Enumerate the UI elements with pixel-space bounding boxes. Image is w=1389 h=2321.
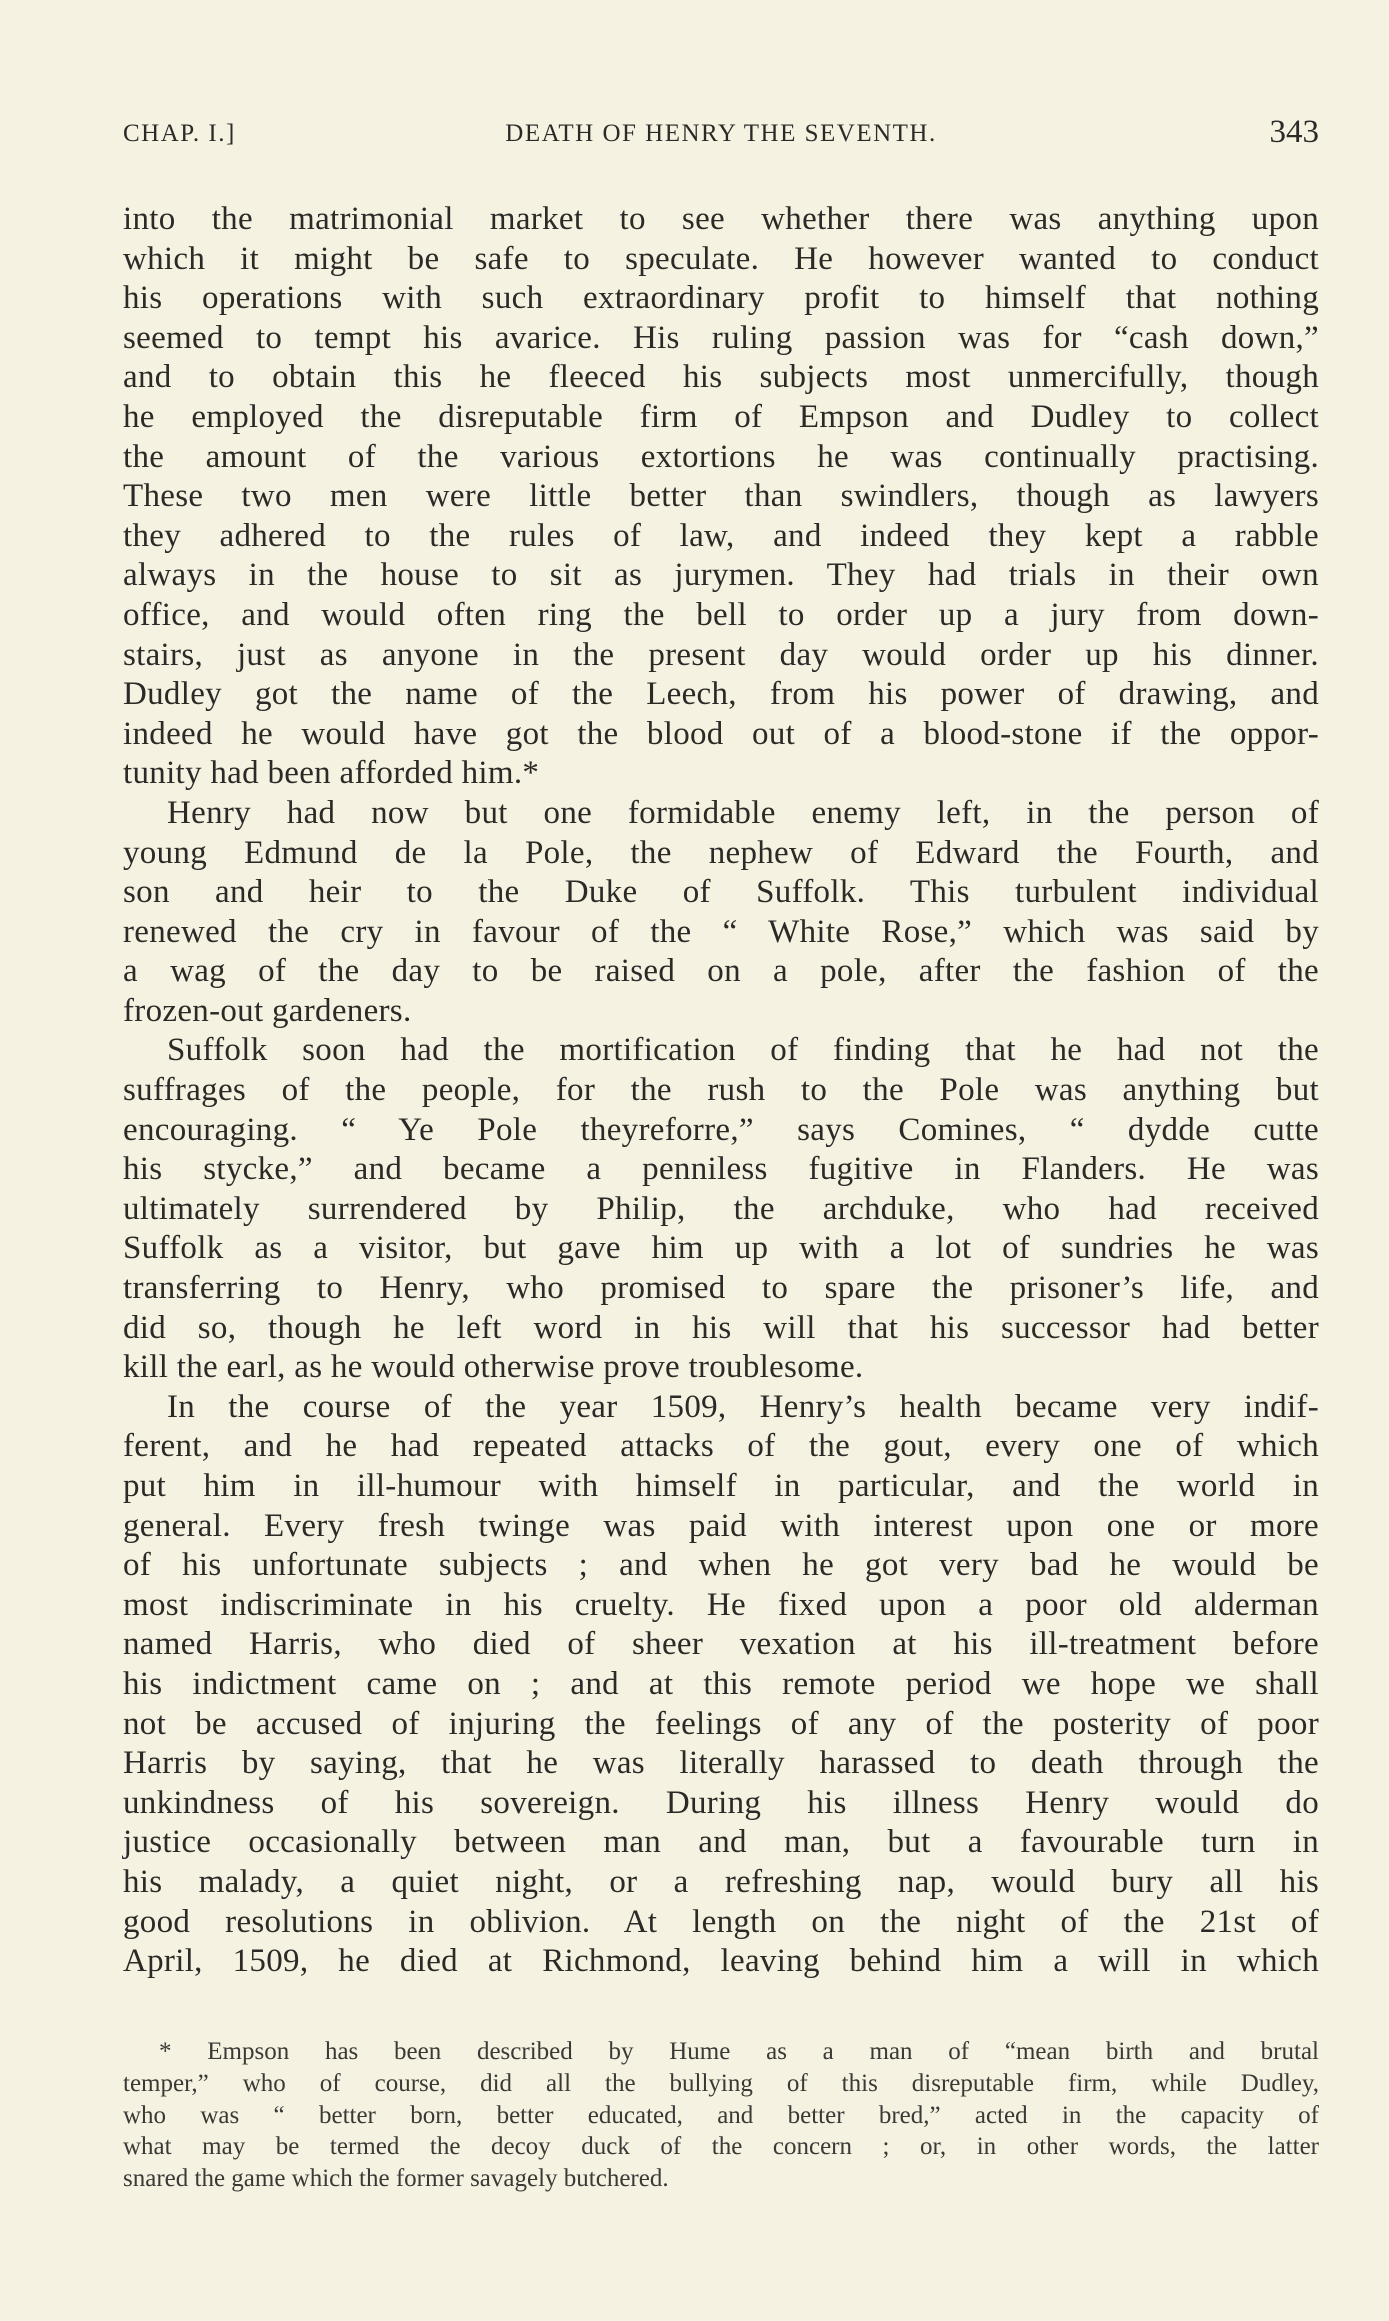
text-line: of his unfortunate subjects ; and when he got very bad he would be: [123, 1547, 1319, 1584]
paragraph: [123, 200, 1319, 794]
text-line: encouraging. “ Ye Pole theyreforre,” says Comines, “ dydde cutte: [123, 1111, 1319, 1148]
text-line: suffrages of the people, for the rush to the Pole was anything but: [123, 1072, 1319, 1109]
text-line: ultimately surrendered by Philip, the archduke, who had received: [123, 1190, 1319, 1227]
text-line: did so, though he left word in his will that his successor had better: [123, 1309, 1319, 1346]
text-line: Dudley got the name of the Leech, from his power of drawing, and: [123, 676, 1319, 713]
footnote: [123, 2036, 1319, 2195]
text-line: justice occasionally between man and man, but a favourable turn in: [123, 1824, 1319, 1861]
text-line: frozen-out gardeners.: [123, 992, 412, 1029]
text-line: Suffolk as a visitor, but gave him up with a lot of sundries he was: [123, 1230, 1319, 1267]
text-line: young Edmund de la Pole, the nephew of Edward the Fourth, and: [123, 834, 1319, 871]
chapter-label: CHAP. I.]: [123, 120, 236, 147]
text-line: Suffolk soon had the mortification of finding that he had not the: [167, 1032, 1319, 1069]
text-line: not be accused of injuring the feelings of any of the posterity of poor: [123, 1705, 1319, 1742]
text-line: most indiscriminate in his cruelty. He fixed upon a poor old alderman: [123, 1586, 1319, 1623]
footnote-line: who was “ better born, better educated, and better bred,” acted in the capacity of: [123, 2101, 1319, 2129]
text-line: stairs, just as anyone in the present day would order up his dinner.: [123, 636, 1319, 673]
text-line: April, 1509, he died at Richmond, leaving behind him a will in which: [123, 1943, 1319, 1980]
text-line: These two men were little better than swindlers, though as lawyers: [123, 478, 1319, 515]
text-line: son and heir to the Duke of Suffolk. This turbulent individual: [123, 874, 1319, 911]
text-line: renewed the cry in favour of the “ White Rose,” which was said by: [123, 913, 1319, 950]
text-line: a wag of the day to be raised on a pole, after the fashion of the: [123, 953, 1319, 990]
text-line: they adhered to the rules of law, and indeed they kept a rabble: [123, 517, 1319, 554]
text-line: named Harris, who died of sheer vexation at his ill-treatment before: [123, 1626, 1319, 1663]
text-line: tunity had been afforded him.*: [123, 755, 540, 792]
footnote-line: temper,” who of course, did all the bullying of this disreputable firm, while Dudley,: [123, 2069, 1319, 2097]
text-line: his indictment came on ; and at this remote period we hope we shall: [123, 1665, 1319, 1702]
text-line: he employed the disreputable firm of Empson and Dudley to collect: [123, 398, 1319, 435]
text-line: indeed he would have got the blood out of a blood-stone if the oppor-: [123, 715, 1319, 752]
running-title: DEATH OF HENRY THE SEVENTH.: [505, 120, 937, 147]
text-line: good resolutions in oblivion. At length on the night of the 21st of: [123, 1903, 1319, 1940]
text-line: put him in ill-humour with himself in particular, and the world in: [123, 1468, 1319, 1504]
running-header: [123, 116, 1319, 156]
text-line: In the course of the year 1509, Henry’s health became very indif-: [167, 1388, 1319, 1425]
footnote-line: * Empson has been described by Hume as a man of “mean birth and brutal: [159, 2038, 1319, 2065]
footnote-line: what may be termed the decoy duck of the concern ; or, in other words, the latter: [123, 2133, 1319, 2161]
text-line: office, and would often ring the bell to order up a jury from down-: [123, 596, 1319, 633]
text-line: the amount of the various extortions he was continually practising.: [123, 438, 1319, 475]
text-line: Harris by saying, that he was literally harassed to death through the: [123, 1745, 1319, 1782]
text-line: ferent, and he had repeated attacks of the gout, every one of which: [123, 1428, 1319, 1465]
paragraph: [123, 794, 1319, 1032]
text-line: into the matrimonial market to see whether there was anything upon: [123, 201, 1319, 237]
text-line: seemed to tempt his avarice. His ruling passion was for “cash down,”: [123, 319, 1319, 356]
paragraph: [123, 1031, 1319, 1387]
paragraph: [123, 1388, 1319, 1982]
text-line: general. Every fresh twinge was paid with interest upon one or more: [123, 1507, 1319, 1544]
text-line: unkindness of his sovereign. During his illness Henry would do: [123, 1784, 1319, 1821]
text-line: kill the earl, as he would otherwise prove troublesome.: [123, 1349, 864, 1386]
text-line: and to obtain this he fleeced his subjects most unmercifully, though: [123, 359, 1319, 396]
text-line: Henry had now but one formidable enemy left, in the person of: [167, 794, 1319, 831]
body-text: [123, 200, 1319, 1982]
page-number: 343: [1269, 114, 1319, 150]
text-line: his operations with such extraordinary profit to himself that nothing: [123, 280, 1319, 317]
text-line: transferring to Henry, who promised to spare the prisoner’s life, and: [123, 1270, 1319, 1307]
text-line: his malady, a quiet night, or a refreshing nap, would bury all his: [123, 1863, 1319, 1900]
text-line: always in the house to sit as jurymen. They had trials in their own: [123, 557, 1319, 594]
text-line: which it might be safe to speculate. He however wanted to conduct: [123, 240, 1319, 277]
footnote-line: snared the game which the former savagely butchered.: [123, 2165, 669, 2193]
text-line: his stycke,” and became a penniless fugitive in Flanders. He was: [123, 1151, 1319, 1188]
